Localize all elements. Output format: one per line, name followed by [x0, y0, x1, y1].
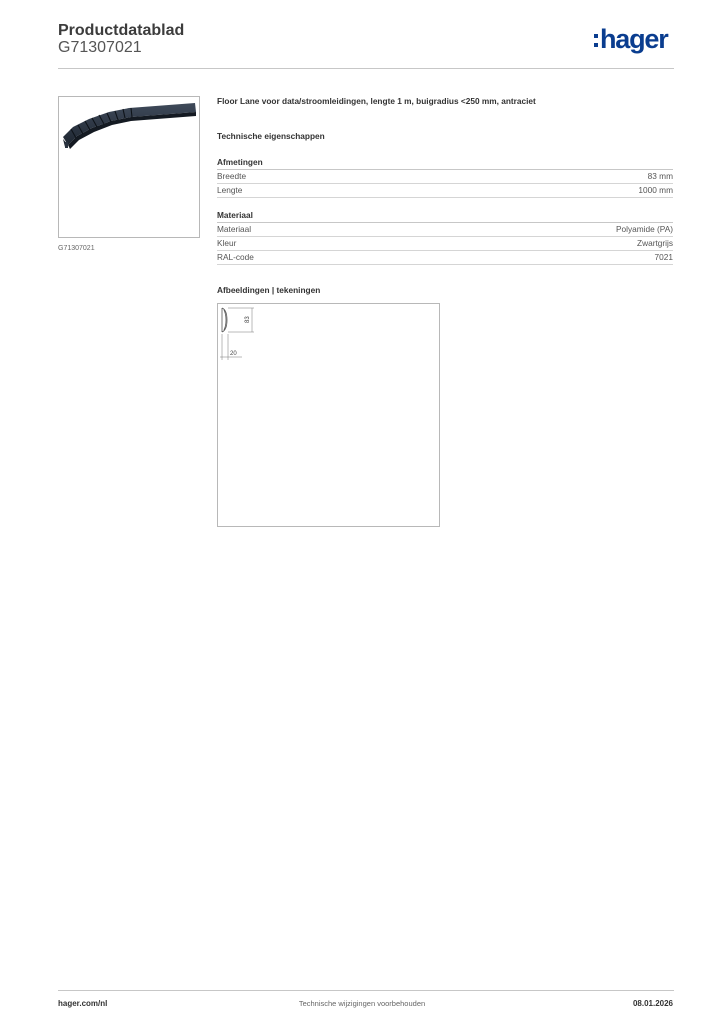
dim-height-label: 83 [245, 316, 251, 323]
spec-label: Materiaal [217, 224, 252, 234]
product-description: Floor Lane voor data/stroomleidingen, lengte 1 m, buigradius <250 mm, antraciet [217, 96, 536, 106]
spec-label: Lengte [217, 185, 243, 195]
spec-label: Breedte [217, 171, 247, 181]
spec-value: Polyamide (PA) [615, 224, 673, 234]
page-title: Productdatablad [58, 22, 185, 39]
spec-value: 83 mm [647, 171, 673, 181]
image-caption: G71307021 [58, 245, 95, 252]
product-image [58, 96, 200, 238]
footer-disclaimer: Technische wijzigingen voorbehouden [298, 999, 426, 1008]
footer-website-link[interactable]: hager.com/nl [58, 999, 108, 1008]
technical-section-title: Technische eigenschappen [217, 131, 325, 141]
drawings-section-title: Afbeeldingen | tekeningen [217, 285, 321, 295]
spec-row [217, 184, 673, 198]
spec-row [217, 251, 673, 265]
footer-divider [58, 990, 674, 991]
technical-drawing [217, 303, 440, 527]
dimensions-group [217, 157, 673, 198]
cross-section-drawing [218, 304, 439, 526]
spec-row [217, 237, 673, 251]
spec-label: RAL-code [217, 252, 254, 262]
dim-width-label: 20 [230, 351, 237, 357]
spec-value: Zwartgrijs [637, 238, 673, 248]
logo-text: hager [600, 24, 668, 54]
header-divider [58, 68, 674, 69]
spec-value: 1000 mm [638, 185, 673, 195]
spec-value: 7021 [654, 252, 673, 262]
product-code: G71307021 [58, 39, 142, 56]
footer-date: 08.01.2026 [632, 999, 673, 1008]
spec-row [217, 170, 673, 184]
hager-logo [594, 26, 676, 56]
spec-row [217, 223, 673, 237]
spec-label: Kleur [217, 238, 237, 248]
material-group [217, 210, 673, 265]
logo-dots-icon [594, 34, 599, 48]
group-title: Materiaal [217, 210, 673, 223]
floor-lane-product-icon [59, 97, 199, 237]
group-title: Afmetingen [217, 157, 673, 170]
